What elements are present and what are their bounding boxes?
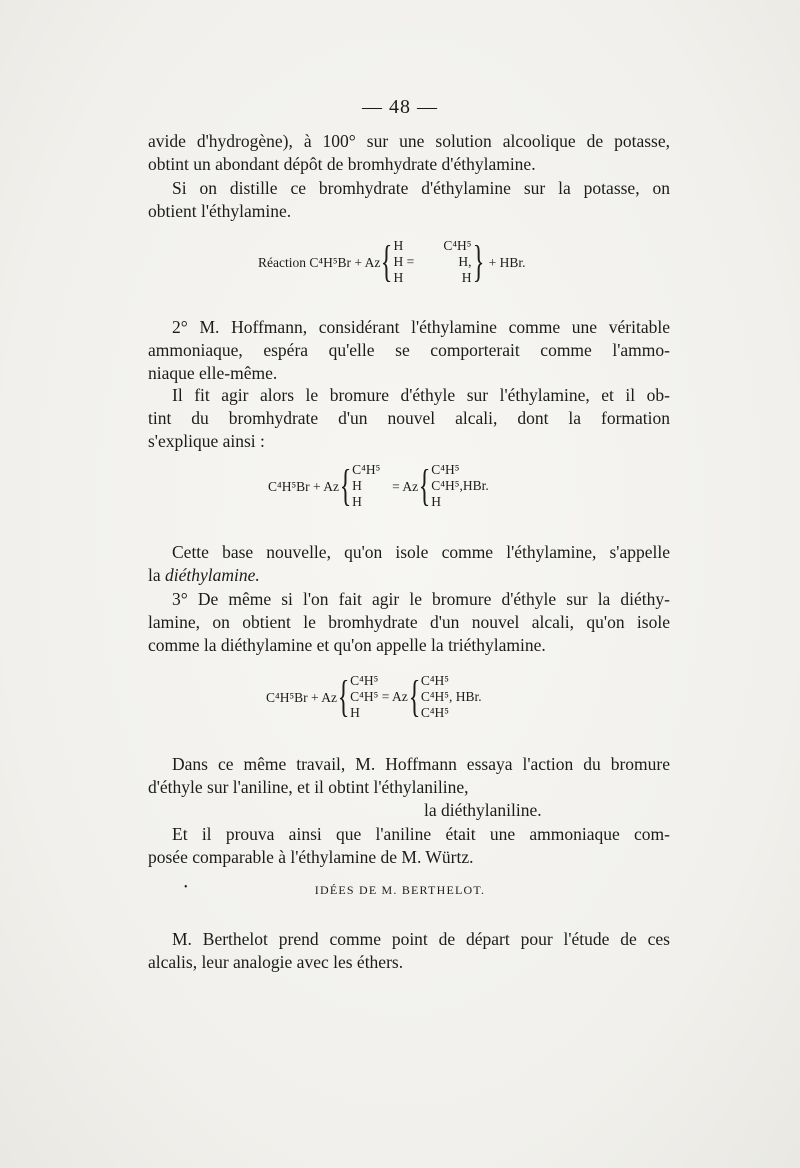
paragraph-9 bbox=[148, 928, 670, 974]
formula-cell: H = bbox=[393, 254, 415, 269]
ink-dot: • bbox=[184, 882, 188, 893]
left-brace: { bbox=[408, 672, 421, 721]
paragraph-3 bbox=[148, 316, 670, 385]
text-line bbox=[148, 564, 670, 587]
formula-mid: = Az bbox=[392, 478, 419, 494]
formula-cell: C⁴H⁵ = Az bbox=[350, 689, 408, 704]
paragraph-1 bbox=[148, 130, 670, 176]
formula-cell: C⁴H⁵ bbox=[352, 462, 381, 477]
formula-cell: C⁴H⁵ bbox=[431, 462, 460, 477]
formula-left-column bbox=[350, 673, 408, 721]
paragraph-2 bbox=[148, 177, 670, 223]
right-brace: } bbox=[472, 237, 484, 286]
formula-right-column bbox=[438, 238, 472, 286]
formula-cell: C⁴H⁵ bbox=[420, 673, 449, 688]
formula-lhs: Réaction C⁴H⁵Br + Az bbox=[258, 254, 381, 270]
text-line: tint du bromhydrate d'un nouvel alcali, dont la formation bbox=[148, 408, 670, 428]
text-line: M. Berthelot prend comme point de départ pour l'étude de ces bbox=[172, 929, 670, 949]
paragraph-6 bbox=[148, 588, 670, 657]
text-line: Si on distille ce bromhydrate d'éthylamine sur la potasse, on bbox=[172, 178, 670, 198]
left-brace: { bbox=[337, 672, 350, 721]
text-line: 3° De même si l'on fait agir le bromure d'éthyle sur la diéthy- bbox=[172, 589, 670, 609]
text-line: s'explique ainsi : bbox=[148, 431, 265, 451]
text-line: Et il prouva ainsi que l'aniline était une ammoniaque com- bbox=[172, 824, 670, 844]
text-line: avide d'hydrogène), à 100° sur une solution alcoolique de potasse, bbox=[148, 131, 670, 151]
formula-cell: C⁴H⁵, HBr. bbox=[420, 689, 482, 704]
left-brace: { bbox=[418, 461, 431, 510]
reaction-formula-1 bbox=[258, 238, 526, 286]
formula-cell: H bbox=[431, 494, 442, 509]
left-brace: { bbox=[381, 237, 393, 286]
formula-cell: H bbox=[393, 270, 404, 285]
formula-cell: H, bbox=[458, 254, 472, 269]
formula-cell: H bbox=[352, 478, 362, 493]
formula-rhs: + HBr. bbox=[488, 254, 526, 270]
page-number: — 48 — bbox=[362, 96, 438, 118]
italic-term: diéthylamine. bbox=[165, 565, 260, 585]
formula-cell: C⁴H⁵,HBr. bbox=[431, 478, 489, 493]
text-line: 2° M. Hoffmann, considérant l'éthylamine comme une véritable bbox=[172, 317, 670, 337]
paragraph-4 bbox=[148, 384, 670, 453]
reaction-formula-3 bbox=[266, 673, 482, 721]
text-line: la diéthylaniline. bbox=[424, 800, 542, 820]
formula-cell: H bbox=[393, 238, 404, 253]
paragraph-8 bbox=[148, 823, 670, 869]
paragraph-7 bbox=[148, 753, 670, 822]
formula-cell: H bbox=[350, 705, 360, 720]
formula-left-column bbox=[394, 238, 438, 286]
text-line: lamine, on obtient le bromhydrate d'un nouvel alcali, qu'on isole bbox=[148, 612, 670, 632]
formula-cell: C⁴H⁵ bbox=[350, 673, 379, 688]
text-line: obtint un abondant dépôt de bromhydrate d'éthylamine. bbox=[148, 154, 536, 174]
text-line: Il fit agir alors le bromure d'éthyle sur l'éthylamine, et il ob- bbox=[172, 385, 670, 405]
formula-right-column bbox=[421, 673, 482, 721]
text-line: obtient l'éthylamine. bbox=[148, 201, 292, 221]
text-line: Cette base nouvelle, qu'on isole comme l'éthylamine, s'appelle bbox=[172, 542, 670, 562]
text-line: posée comparable à l'éthylamine de M. Würtz. bbox=[148, 847, 474, 867]
left-brace: { bbox=[339, 461, 352, 510]
paragraph-5 bbox=[148, 541, 670, 587]
formula-right-column bbox=[431, 462, 488, 510]
text-line: alcalis, leur analogie avec les éthers. bbox=[148, 952, 404, 972]
text-line: d'éthyle sur l'aniline, et il obtint l'éthylaniline, bbox=[148, 777, 469, 797]
text-line: ammoniaque, espéra qu'elle se comporterait comme l'ammo- bbox=[148, 340, 670, 360]
reaction-formula-2 bbox=[268, 462, 489, 510]
formula-lhs: C⁴H⁵Br + Az bbox=[266, 689, 338, 705]
text-fragment: la bbox=[148, 565, 161, 585]
formula-cell: C⁴H⁵ bbox=[443, 238, 472, 253]
text-line: Dans ce même travail, M. Hoffmann essaya l'action du bromure bbox=[172, 754, 670, 774]
section-heading: IDÉES DE M. BERTHELOT. bbox=[314, 883, 486, 897]
formula-lhs: C⁴H⁵Br + Az bbox=[268, 478, 340, 494]
formula-cell: H bbox=[461, 270, 472, 285]
formula-cell: H bbox=[352, 494, 362, 509]
formula-left-column bbox=[352, 462, 392, 510]
text-line: niaque elle-même. bbox=[148, 363, 278, 383]
formula-cell: C⁴H⁵ bbox=[420, 705, 449, 720]
text-line: comme la diéthylamine et qu'on appelle la triéthylamine. bbox=[148, 635, 546, 655]
